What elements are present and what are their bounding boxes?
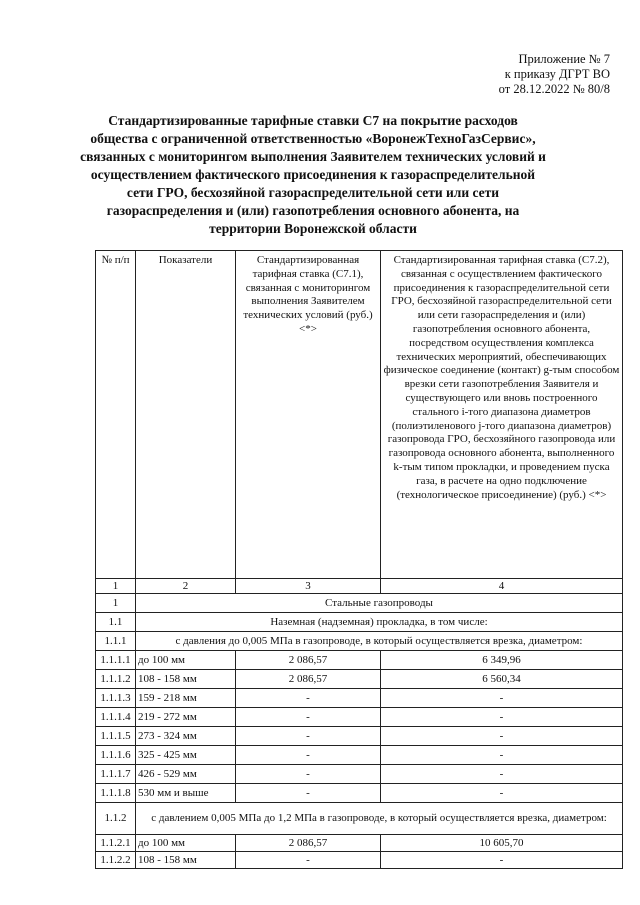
appendix-line-1: Приложение № 7 (518, 52, 610, 66)
row-c72: - (381, 689, 623, 708)
tariff-table (95, 250, 623, 869)
row-num: 1.1.2.1 (96, 835, 136, 852)
row-c72: - (381, 727, 623, 746)
row-c71: - (236, 784, 381, 803)
row-c71: - (236, 746, 381, 765)
table-row (96, 727, 623, 746)
row-range: 273 - 324 мм (136, 727, 236, 746)
section-row (96, 613, 623, 632)
row-c72: 6 560,34 (381, 670, 623, 689)
row-c72: 10 605,70 (381, 835, 623, 852)
row-c72: - (381, 765, 623, 784)
section-label: с давления до 0,005 МПа в газопроводе, в который осуществляется врезка, диаметром: (136, 632, 623, 651)
section-label: Стальные газопроводы (136, 594, 623, 613)
row-c71: - (236, 727, 381, 746)
table-row (96, 651, 623, 670)
section-num: 1.1.1 (96, 632, 136, 651)
col-number-2: 2 (136, 579, 236, 594)
section-num: 1.1 (96, 613, 136, 632)
col-number-4: 4 (381, 579, 623, 594)
row-range: 219 - 272 мм (136, 708, 236, 727)
header-c72: Стандартизированная тарифная ставка (С7.2), связанная с осуществлением фактического присоединения к газораспределительной сети ГРО, бесхозяйной газораспределительной сети или сети газораспределения и (или) газопотребления основного абонента, посредством осуществления комплекса технических мероприятий, обеспечивающих физическое соединение (контакт) g-тым способом врезки сети газопотребления Заявителя и существующего или вновь построенного стального i-того диапазона диаметров (полиэтиленового j-того диапазона диаметров) газопровода ГРО, бесхозяйного газопровода или газопровода основного абонента, выполненного k-тым типом прокладки, и проведением пуска газа, в расчете на одно подключение (технологическое присоединение) (руб.) <*> (381, 251, 623, 579)
row-c72: - (381, 708, 623, 727)
table-row (96, 670, 623, 689)
table-row (96, 765, 623, 784)
row-c71: 2 086,57 (236, 651, 381, 670)
table-row (96, 746, 623, 765)
row-num: 1.1.1.7 (96, 765, 136, 784)
col-number-3: 3 (236, 579, 381, 594)
row-num: 1.1.2.2 (96, 852, 136, 869)
row-range: 159 - 218 мм (136, 689, 236, 708)
row-num: 1.1.1.1 (96, 651, 136, 670)
header-indicators: Показатели (136, 251, 236, 579)
row-c71: - (236, 708, 381, 727)
row-c72: 6 349,96 (381, 651, 623, 670)
table-row (96, 835, 623, 852)
table-row (96, 784, 623, 803)
row-range: 530 мм и выше (136, 784, 236, 803)
row-num: 1.1.1.8 (96, 784, 136, 803)
section-row (96, 632, 623, 651)
row-c71: - (236, 852, 381, 869)
appendix-note (499, 52, 610, 97)
column-number-row (96, 579, 623, 594)
section-label: Наземная (надземная) прокладка, в том числе: (136, 613, 623, 632)
appendix-line-3: от 28.12.2022 № 80/8 (498, 82, 610, 96)
row-c72: - (381, 784, 623, 803)
header-c71: Стандартизированная тарифная ставка (С7.1), связанная с мониторингом выполнения Заявителем технических условий (руб.) <*> (236, 251, 381, 579)
row-range: 108 - 158 мм (136, 670, 236, 689)
table-row (96, 708, 623, 727)
appendix-line-2: к приказу ДГРТ ВО (504, 67, 610, 81)
section-num: 1.1.2 (96, 803, 136, 835)
table-header-row (96, 251, 623, 579)
col-number-1: 1 (96, 579, 136, 594)
document-title: Стандартизированные тарифные ставки С7 на покрытие расходов общества с ограниченной ответственностью «ВоронежТехноГазСервис», связанных с мониторингом выполнения Заявителем технических условий и осуществлением фактического присоединения к газораспределительной сети ГРО, бесхозяйной газораспределительной сети или сети газораспределения и (или) газопотребления основного абонента, на территории Воронежской области (80, 113, 546, 236)
row-c71: 2 086,57 (236, 670, 381, 689)
row-c72: - (381, 852, 623, 869)
row-num: 1.1.1.5 (96, 727, 136, 746)
row-range: 108 - 158 мм (136, 852, 236, 869)
table-row (96, 852, 623, 869)
section-row (96, 594, 623, 613)
header-num: № п/п (96, 251, 136, 579)
row-num: 1.1.1.3 (96, 689, 136, 708)
section-row (96, 803, 623, 835)
row-num: 1.1.1.4 (96, 708, 136, 727)
section-label: с давлением 0,005 МПа до 1,2 МПа в газопроводе, в который осуществляется врезка, диаметром: (136, 803, 623, 835)
table-row (96, 689, 623, 708)
row-c71: - (236, 689, 381, 708)
row-c71: 2 086,57 (236, 835, 381, 852)
row-num: 1.1.1.6 (96, 746, 136, 765)
row-c72: - (381, 746, 623, 765)
row-range: до 100 мм (136, 835, 236, 852)
row-range: до 100 мм (136, 651, 236, 670)
row-range: 426 - 529 мм (136, 765, 236, 784)
row-num: 1.1.1.2 (96, 670, 136, 689)
row-range: 325 - 425 мм (136, 746, 236, 765)
section-num: 1 (96, 594, 136, 613)
row-c71: - (236, 765, 381, 784)
